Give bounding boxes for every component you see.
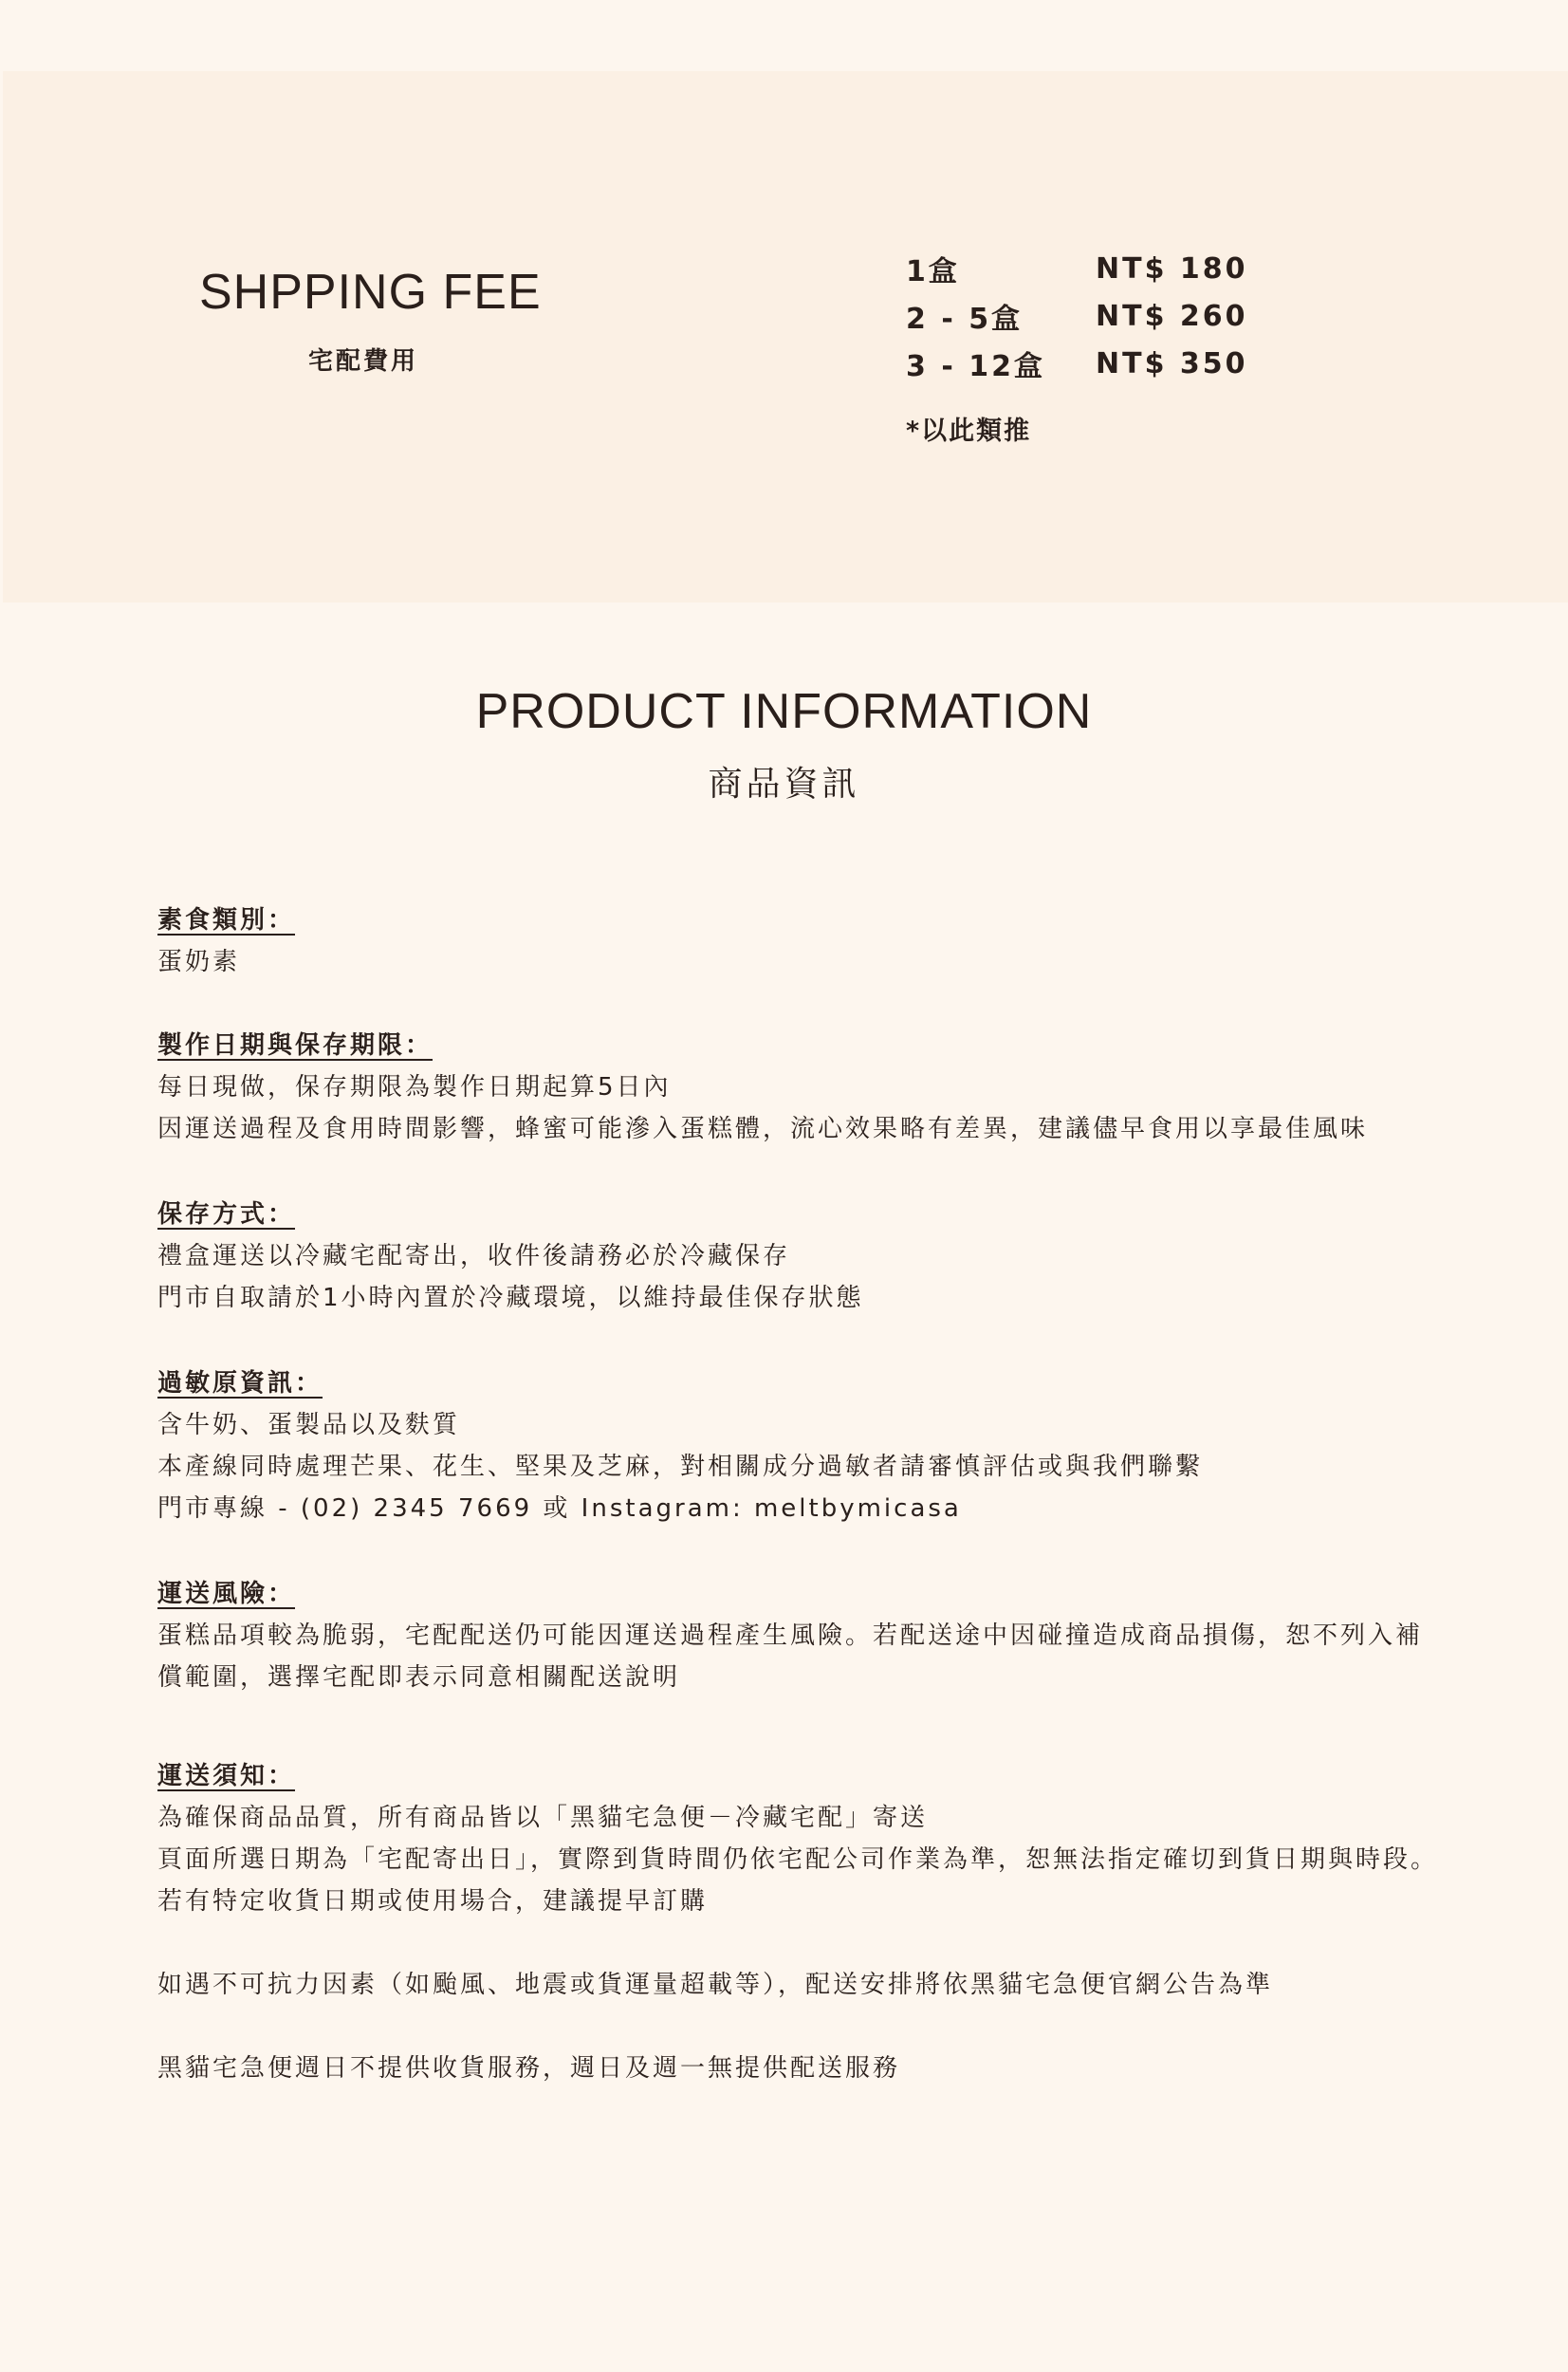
fee-quantity: 1盒	[906, 255, 960, 288]
section-storage	[157, 1194, 1448, 1319]
fee-quantity: 2 - 5盒	[906, 303, 1024, 336]
section-line: 禮盒運送以冷藏宅配寄出，收件後請務必於冷藏保存	[157, 1242, 791, 1270]
fee-row	[906, 292, 1248, 340]
section-line: 蛋奶素	[157, 948, 241, 976]
fee-note: *以此類推	[906, 417, 1032, 446]
section-vegetarian	[157, 899, 1448, 983]
fee-price: NT$ 180	[1096, 251, 1248, 286]
section-heading: 過敏原資訊：	[157, 1369, 323, 1398]
fee-row	[906, 340, 1248, 387]
section-line: 每日現做，保存期限為製作日期起算5日內	[157, 1073, 672, 1102]
section-line: 蛋糕品項較為脆弱，宅配配送仍可能因運送過程產生風險。若配送途中因碰撞造成商品損傷，恕不列入補償範圍，選擇宅配即表示同意相關配送說明	[157, 1621, 1424, 1692]
section-line: 含牛奶、蛋製品以及麩質	[157, 1411, 461, 1439]
fee-price: NT$ 260	[1096, 299, 1248, 333]
shipping-subtitle: 宅配費用	[308, 347, 419, 376]
section-line: 門市自取請於1小時內置於冷藏環境，以維持最佳保存狀態	[157, 1284, 864, 1312]
section-line: 本產線同時處理芒果、花生、堅果及芝麻，對相關成分過敏者請審慎評估或與我們聯繫	[157, 1453, 1204, 1481]
section-allergens	[157, 1362, 1448, 1529]
section-heading: 素食類別：	[157, 906, 296, 935]
fee-row	[906, 245, 1248, 292]
product-info-subtitle: 商品資訊	[708, 765, 860, 804]
shipping-fee-band	[3, 71, 1568, 602]
shipping-fee-table	[906, 245, 1248, 387]
section-line: 如遇不可抗力因素（如颱風、地震或貨運量超載等），配送安排將依黑貓宅急便官網公告為準	[157, 1971, 1274, 1999]
section-heading: 運送風險：	[157, 1580, 296, 1608]
product-info-title: PRODUCT INFORMATION	[475, 684, 1093, 739]
fee-quantity: 3 - 12盒	[906, 350, 1045, 383]
section-heading: 保存方式：	[157, 1200, 296, 1229]
shipping-title: SHPPING FEE	[199, 265, 542, 320]
section-line: 門市專線 - (02) 2345 7669 或 Instagram: meltbymicasa	[157, 1494, 962, 1523]
section-line: 為確保商品品質，所有商品皆以「黑貓宅急便－冷藏宅配」寄送	[157, 1804, 929, 1832]
section-shipping-risk	[157, 1573, 1448, 1698]
section-heading: 製作日期與保存期限：	[157, 1031, 434, 1060]
section-shelf-life	[157, 1025, 1448, 1150]
section-line: 因運送過程及食用時間影響，蜂蜜可能滲入蛋糕體，流心效果略有差異，建議儘早食用以享最佳風味	[157, 1115, 1369, 1143]
section-heading: 運送須知：	[157, 1762, 296, 1790]
fee-price: NT$ 350	[1096, 346, 1248, 380]
section-shipping-notice	[157, 1755, 1448, 2089]
section-line: 黑貓宅急便週日不提供收貨服務，週日及週一無提供配送服務	[157, 2054, 901, 2083]
section-line: 頁面所選日期為「宅配寄出日」，實際到貨時間仍依宅配公司作業為準，恕無法指定確切到貨日期與時段。若有特定收貨日期或使用場合，建議提早訂購	[157, 1845, 1439, 1916]
